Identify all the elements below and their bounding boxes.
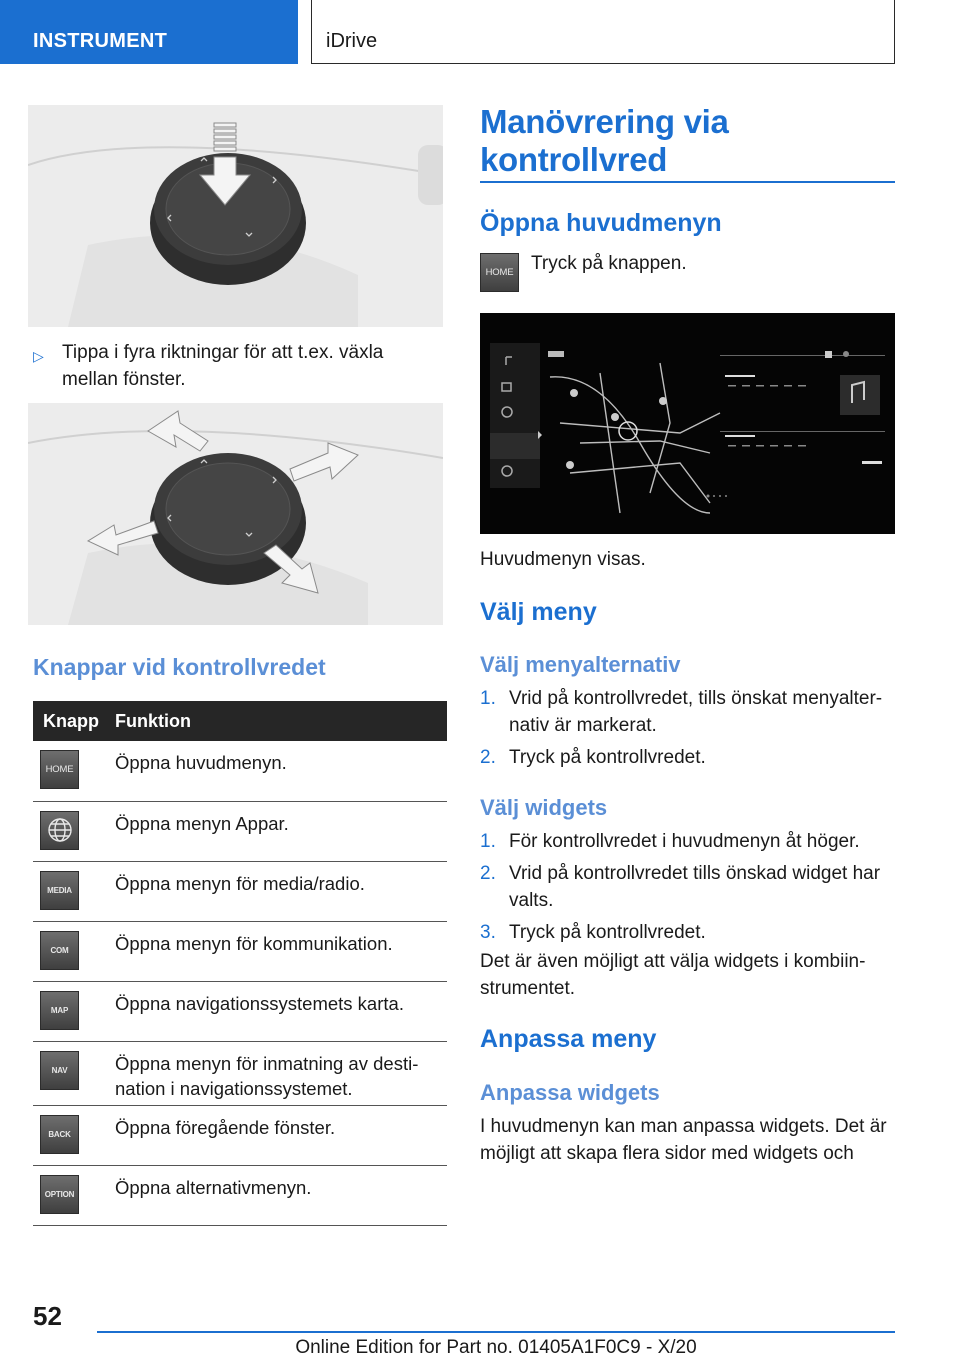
option-button-icon: OPTION <box>40 1175 79 1214</box>
col-header-button: Knapp <box>33 701 103 741</box>
table-cell-function: Öppna menyn för media/radio. <box>103 861 447 921</box>
select-widgets-heading: Välj widgets <box>480 795 608 820</box>
select-widgets-steps <box>480 828 895 951</box>
map-button-icon: MAP <box>40 991 79 1030</box>
select-item-steps <box>480 685 895 776</box>
press-button-text: Tryck på knappen. <box>531 253 687 274</box>
table-row <box>33 921 447 981</box>
globe-icon <box>40 811 79 850</box>
col-header-function: Funktion <box>103 701 447 741</box>
list-item: 2. Vrid på kontrollvredet tills önskad widget har valts. <box>480 863 881 911</box>
table-row <box>33 741 447 801</box>
table-cell-function: Öppna alternativmenyn. <box>103 1165 447 1225</box>
tilt-bullet <box>33 339 443 393</box>
controller-tilt-photo <box>28 403 443 625</box>
buttons-heading: Knappar vid kontrollvredet <box>33 654 326 680</box>
table-cell-function: Öppna menyn Appar. <box>103 801 447 861</box>
back-button-icon: BACK <box>40 1115 79 1154</box>
nav-button-icon: NAV <box>40 1051 79 1090</box>
page-number: 52 <box>33 1301 62 1331</box>
media-button-icon: MEDIA <box>40 871 79 910</box>
table-header-row <box>33 701 447 741</box>
home-button-icon: HOME <box>40 750 79 789</box>
select-item-heading: Välj menyalternativ <box>480 652 681 677</box>
title-divider <box>480 181 895 183</box>
table-row <box>33 1105 447 1165</box>
home-button-icon: HOME <box>480 253 519 292</box>
main-menu-screenshot <box>480 313 895 534</box>
list-item: 1. Vrid på kontrollvredet, tills önskat menyalternativ är markerat. <box>480 688 883 736</box>
table-cell-function: Öppna föregående fönster. <box>103 1105 447 1165</box>
section-tab <box>0 0 298 64</box>
widgets-note: Det är även möjligt att välja widgets i kombiinstrumentet. <box>480 951 866 999</box>
footer-divider <box>97 1331 895 1333</box>
list-item: 2. Tryck på kontrollvredet. <box>480 747 706 768</box>
customize-text: I huvudmenyn kan man anpassa widgets. Det är möjligt att skapa flera sidor med widgets och <box>480 1116 887 1164</box>
list-item: 3. Tryck på kontrollvredet. <box>480 922 706 943</box>
screen-caption: Huvudmenyn visas. <box>480 549 646 570</box>
buttons-table <box>33 701 447 1226</box>
page-title: Manövrering via kontrollvred <box>480 103 729 178</box>
table-cell-function: Öppna menyn för kommunikation. <box>103 921 447 981</box>
table-cell-function: Öppna menyn för inmatning av destination i navigationssystemet. <box>103 1041 447 1105</box>
section-title: INSTRUMENT <box>33 30 168 52</box>
table-cell-function: Öppna huvudmenyn. <box>103 741 447 801</box>
tilt-bullet-text: Tippa i fyra riktningar för att t.ex. växla mellan fönster. <box>62 342 384 390</box>
customize-menu-heading: Anpassa meny <box>480 1025 657 1053</box>
table-row <box>33 801 447 861</box>
table-row <box>33 861 447 921</box>
customize-widgets-heading: Anpassa widgets <box>480 1080 660 1105</box>
controller-press-photo <box>28 105 443 327</box>
table-cell-function: Öppna navigationssystemets karta. <box>103 981 447 1041</box>
com-button-icon: COM <box>40 931 79 970</box>
select-menu-heading: Välj meny <box>480 598 597 626</box>
footer-edition: Online Edition for Part no. 01405A1F0C9 - X/20 <box>295 1337 697 1358</box>
table-row <box>33 1041 447 1105</box>
chapter-tab <box>311 0 895 64</box>
chapter-title: iDrive <box>326 30 378 52</box>
triangle-bullet-icon: ▷ <box>33 348 44 364</box>
open-main-menu-heading: Öppna huvudmenyn <box>480 209 722 237</box>
table-row <box>33 981 447 1041</box>
table-row <box>33 1165 447 1225</box>
list-item: 1. För kontrollvredet i huvudmenyn åt höger. <box>480 831 860 852</box>
